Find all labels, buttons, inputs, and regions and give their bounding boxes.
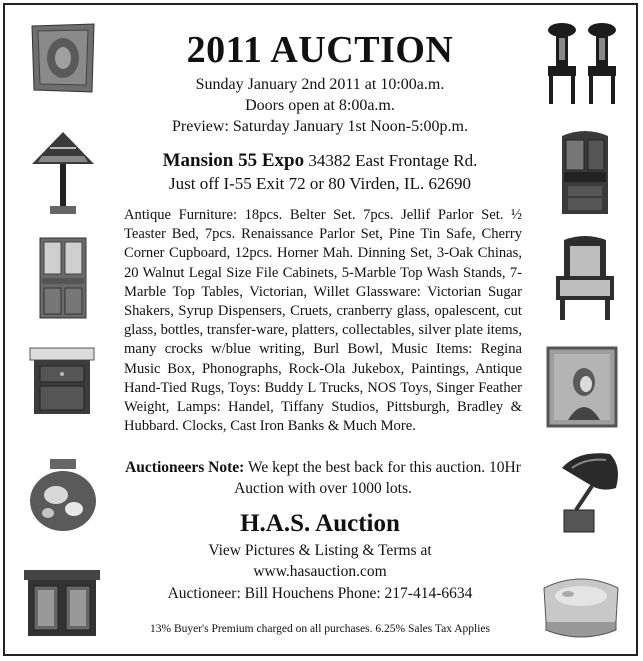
phonograph-image (556, 448, 622, 538)
item-description: Antique Furniture: 18pcs. Belter Set. 7pcs. Jellif Parlor Set. ½ Teaster Bed, 7pcs. Renaissance Parlor Set, Pine Tin Safe, Cherry Corner Cupboard, 12pcs. Horner Mah. Dinning Set, 3-Oak Chinas, 20 Walnut Legal Size File Cabinets, 5-Marble Top Wash Stands, 7-Marble Top Tables, Victorian, Willet Glassware: Victorian Sugar Shakers, Syrup Dispensers, Cruets, cranberry glass, opalescent, cut glass, bottles, transfer-ware, platters, collectables, silver plate items, many crocks w/blue writing, Burl Bowl, Music Items: Regina Music Box, Phonographs, Rock-Ola Jukebox, Paintings, Antique Hand-Tied Rugs, Toys: Buddy L Trucks, NOS Toys, Singer Feather Weight, Lamps: Handel, Tiffany Studios, Pittsburgh, Bradley & Hubbard. Clocks, Cast Iron Banks & Much More. (124, 207, 522, 435)
website-link[interactable]: www.hasauction.com (253, 563, 387, 580)
glass-vase-image (26, 455, 100, 535)
preview-time: Preview: Saturday January 1st Noon-5:00p.m. (172, 118, 468, 135)
pair-of-chairs-image (540, 20, 624, 106)
venue-name: Mansion 55 Expo (162, 150, 305, 171)
auction-date: Sunday January 2nd 2011 at 10:00a.m. (195, 76, 445, 93)
venue-address: 34382 East Frontage Rd. (308, 151, 478, 170)
note-text: We kept the best back for this auction. 10Hr Auction with over 1000 lots. (234, 459, 521, 497)
armchair-image (552, 234, 618, 324)
doors-open-time: Doors open at 8:00a.m. (245, 97, 395, 114)
marble-top-washstand-image (28, 342, 96, 420)
buyers-premium-note: 13% Buyer's Premium charged on all purchases. 6.25% Sales Tax Applies (149, 623, 491, 635)
rug-image (28, 22, 98, 94)
note-label: Auctioneers Note: (125, 459, 245, 476)
company-name: H.A.S. Auction (240, 510, 400, 537)
cupboard-image (38, 236, 88, 320)
auctioneer-contact: Auctioneer: Bill Houchens Phone: 217-414-6634 (167, 585, 473, 602)
venue-line (120, 150, 520, 172)
venue-directions: Just off I-55 Exit 72 or 80 Virden, IL. 62690 (169, 174, 471, 193)
secretary-desk-image (556, 126, 614, 216)
view-pictures-line: View Pictures & Listing & Terms at (208, 542, 432, 559)
auction-title: 2011 AUCTION (186, 29, 454, 71)
portrait-painting-image (546, 346, 618, 428)
lamp-image (28, 128, 98, 218)
auctioneers-note (124, 457, 522, 499)
